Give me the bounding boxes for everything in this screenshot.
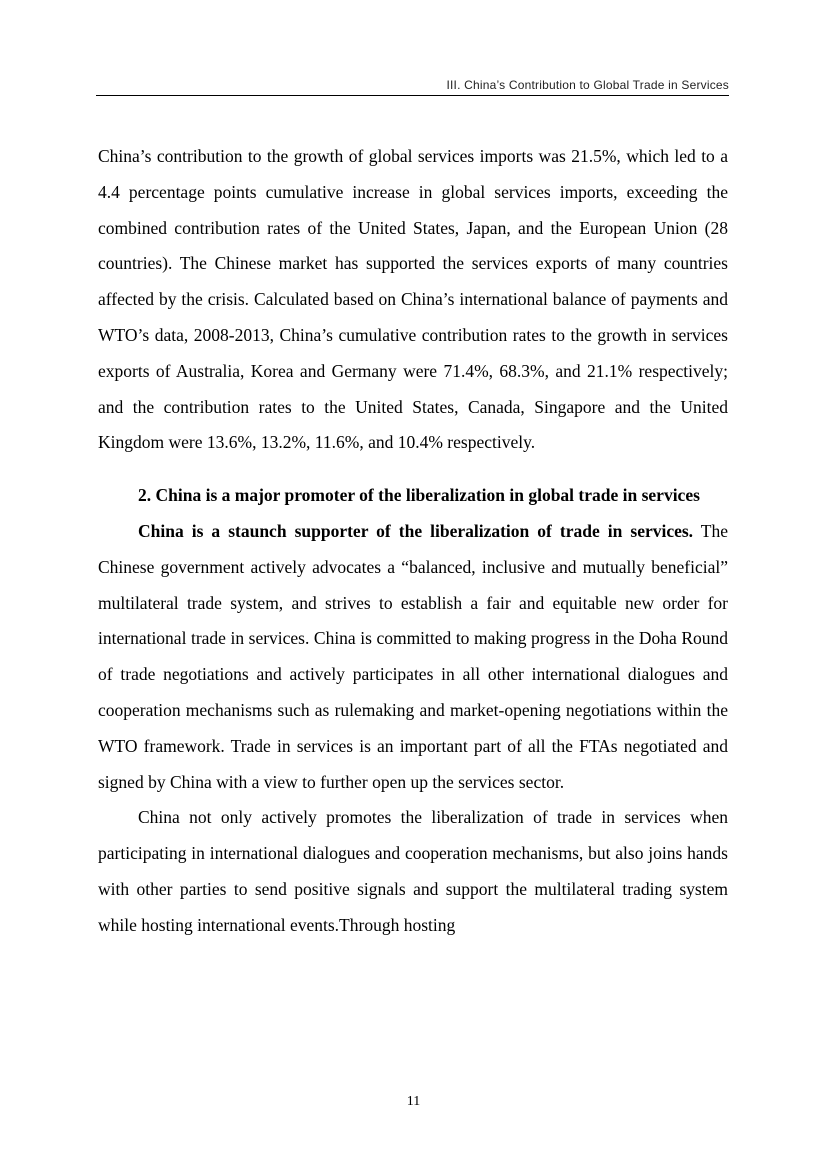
paragraph-body: The Chinese government actively advocates a “balanced, inclusive and mutually beneficial” multilateral trade system, and strives to establish a fair and equitable new order for international trade in services. China is committed to making progress in the Doha Round of trade negotiations and actively participates in all other international dialogues and cooperation mechanisms such as rulemaking and market-opening negotiations within the WTO framework. Trade in services is an important part of all the FTAs negotiated and signed by China with a view to further open up the services sector.: [98, 520, 728, 792]
section-heading-2: 2. China is a major promoter of the liberalization in global trade in services: [138, 485, 700, 506]
running-header: III. China’s Contribution to Global Trade in Services: [446, 78, 729, 92]
body-text: [98, 139, 728, 944]
paragraph-international-events: China not only actively promotes the liberalization of trade in services when participating in international dialogues and cooperation mechanisms, but also joins hands with other parties to send positive signals and support the multilateral trading system while hosting international events.Through hosting: [98, 807, 728, 935]
paragraph-liberalization-support: [98, 514, 728, 800]
page-number: 11: [406, 1094, 421, 1109]
paragraph-lead-sentence: China is a staunch supporter of the liberalization of trade in services.: [138, 520, 694, 541]
paragraph-contribution-stats: China’s contribution to the growth of global services imports was 21.5%, which led to a 4.4 percentage points cumulative increase in global services imports, exceeding the combined contribution rates of the United States, Japan, and the European Union (28 countries). The Chinese market has supported the services exports of many countries affected by the crisis. Calculated based on China’s international balance of payments and WTO’s data, 2008-2013, China’s cumulative contribution rates to the growth in services exports of Australia, Korea and Germany were 71.4%, 68.3%, and 21.1% respectively; and the contribution rates to the United States, Canada, Singapore and the United Kingdom were 13.6%, 13.2%, 11.6%, and 10.4% respectively.: [98, 146, 728, 453]
header-rule: [96, 95, 729, 96]
